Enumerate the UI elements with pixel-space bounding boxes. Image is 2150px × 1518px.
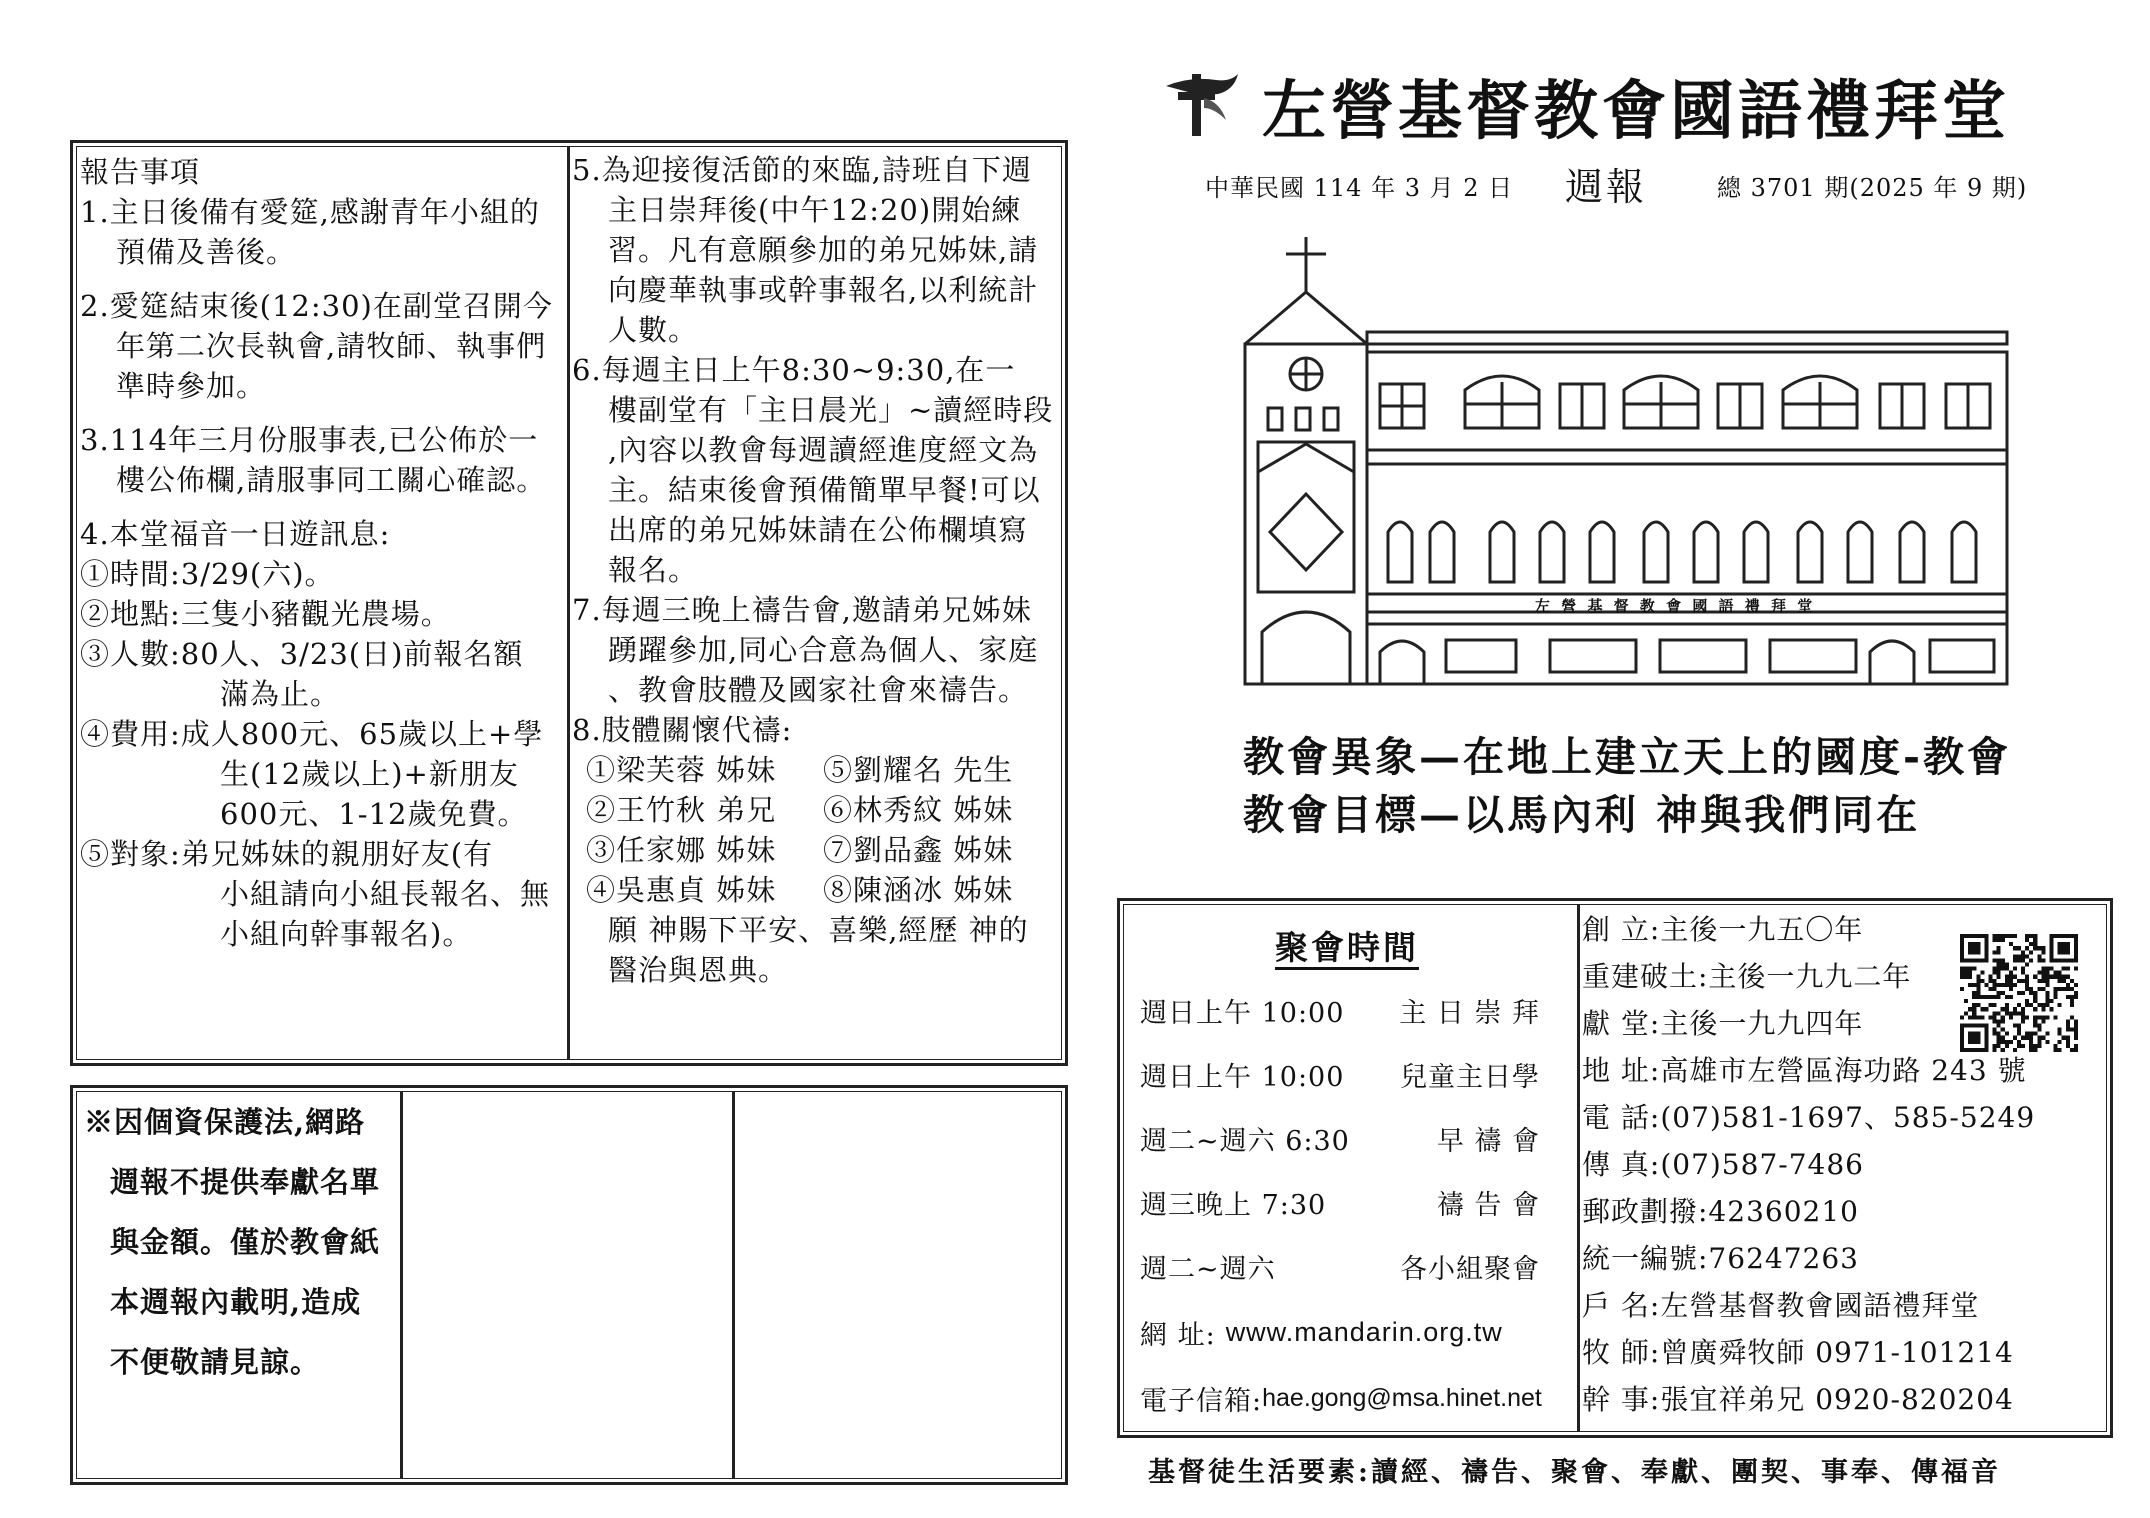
church-info-row: 重建破土:主後一九九二年 bbox=[1582, 960, 1912, 993]
prayer-name: ②王竹秋 弟兄 bbox=[586, 793, 777, 827]
announcement-line: 預備及善後。 bbox=[116, 235, 297, 269]
announcements-left-column bbox=[80, 192, 564, 954]
church-info-row: 牧 師:曾廣舜牧師 0971-101214 bbox=[1582, 1336, 2014, 1369]
church-info-row: 統一編號:76247263 bbox=[1582, 1242, 1859, 1275]
announcements-divider bbox=[567, 146, 570, 1060]
church-building-illustration bbox=[1240, 232, 2010, 692]
announcement-line: 8.肢體關懷代禱: bbox=[572, 713, 793, 747]
bulletin-label: 週報 bbox=[1565, 165, 1648, 209]
announcement-line bbox=[80, 500, 564, 514]
announcement-line: 出席的弟兄姊妹請在公佈欄填寫 bbox=[608, 513, 1029, 547]
meeting-name: 兒童主日學 bbox=[1400, 1061, 1540, 1093]
privacy-notice-line: 週報不提供奉獻名單 bbox=[110, 1165, 381, 1199]
email-link[interactable]: hae.gong@msa.hinet.net bbox=[1262, 1383, 1542, 1412]
announcement-line: 主日崇拜後(中午12:20)開始練 bbox=[608, 193, 1022, 227]
church-info-row: 傳 真:(07)587-7486 bbox=[1582, 1148, 1864, 1181]
announcement-line: 樓副堂有「主日晨光」~讀經時段 bbox=[608, 393, 1054, 427]
announcement-line: 6.每週主日上午8:30~9:30,在一 bbox=[572, 353, 1016, 387]
church-info-row: 戶 名:左營基督教會國語禮拜堂 bbox=[1582, 1289, 1980, 1322]
privacy-notice-line: 本週報內載明,造成 bbox=[110, 1285, 362, 1319]
meeting-time: 週二~週六 6:30 bbox=[1140, 1125, 1350, 1157]
meeting-row bbox=[1140, 1234, 1540, 1298]
announcement-line: 滿為止。 bbox=[220, 677, 341, 711]
announcement-line: 7.每週三晚上禱告會,邀請弟兄姊妹 bbox=[572, 593, 1032, 627]
announcement-line: 習。凡有意願參加的弟兄姊妹,請 bbox=[608, 233, 1039, 267]
church-name: 左營基督教會國語禮拜堂 bbox=[1262, 74, 2010, 149]
announcement-line: 、教會肢體及國家社會來禱告。 bbox=[608, 673, 1029, 707]
church-info-row: 獻 堂:主後一九九四年 bbox=[1582, 1007, 1864, 1040]
prayer-name: ①梁芙蓉 姊妹 bbox=[586, 753, 777, 787]
privacy-notice-line: ※因個資保護法,網路 bbox=[84, 1105, 366, 1139]
website-row bbox=[1140, 1300, 1570, 1364]
website-link[interactable]: www.mandarin.org.tw bbox=[1225, 1316, 1503, 1347]
church-info-row: 幹 事:張宜祥弟兄 0920-820204 bbox=[1582, 1383, 2014, 1416]
announcement-line: 準時參加。 bbox=[116, 369, 267, 403]
meeting-name: 禱 告 會 bbox=[1436, 1189, 1540, 1221]
prayer-closing-line: 醫治與恩典。 bbox=[608, 953, 789, 987]
announcement-line: ⑤對象:弟兄姊妹的親朋好友(有 bbox=[80, 837, 494, 871]
prayer-list-row bbox=[572, 830, 1060, 870]
announcements-heading: 報告事項 bbox=[80, 155, 201, 189]
meeting-row bbox=[1140, 978, 1540, 1042]
email-row bbox=[1140, 1366, 1570, 1430]
privacy-notice bbox=[84, 1092, 396, 1392]
prayer-name: ③任家娜 姊妹 bbox=[586, 833, 777, 867]
prayer-list-row bbox=[572, 870, 1060, 910]
meeting-time: 週二~週六 bbox=[1140, 1253, 1276, 1285]
announcement-line: ,內容以教會每週讀經進度經文為 bbox=[608, 433, 1039, 467]
meeting-heading: 聚會時間 bbox=[1275, 928, 1419, 967]
announcement-line: 小組向幹事報名)。 bbox=[220, 917, 473, 951]
announcement-line: 年第二次長執會,請牧師、執事們 bbox=[116, 329, 547, 363]
issue-line: 總 3701 期(2025 年 9 期) bbox=[1717, 174, 2028, 202]
website-label: 網 址: bbox=[1140, 1319, 1216, 1351]
qr-code-icon bbox=[1960, 934, 2078, 1052]
announcements-right-column bbox=[572, 150, 1060, 990]
building-sign: 左 營 基 督 教 會 國 語 禮 拜 堂 bbox=[1535, 597, 1816, 615]
announcement-line: ④費用:成人800元、65歲以上+學 bbox=[80, 717, 544, 751]
announcement-line bbox=[80, 272, 564, 286]
announcement-line: 向慶華執事或幹事報名,以利統計 bbox=[608, 273, 1039, 307]
meeting-info-divider bbox=[1577, 904, 1580, 1432]
announcement-line: 5.為迎接復活節的來臨,詩班自下週 bbox=[572, 153, 1032, 187]
announcement-line: 3.114年三月份服事表,已公佈於一 bbox=[80, 423, 539, 457]
prayer-name: ⑥林秀紋 姊妹 bbox=[823, 793, 1014, 827]
prayer-closing-line: 願 神賜下平安、喜樂,經歷 神的 bbox=[608, 913, 1029, 947]
prayer-name: ⑤劉耀名 先生 bbox=[823, 753, 1014, 787]
meeting-time: 週日上午 10:00 bbox=[1140, 1061, 1345, 1093]
prayer-name: ⑦劉品鑫 姊妹 bbox=[823, 833, 1014, 867]
announcement-line: 生(12歲以上)+新朋友 bbox=[220, 757, 519, 791]
announcement-line: 600元、1-12歲免費。 bbox=[220, 797, 528, 831]
offering-divider-1 bbox=[400, 1091, 403, 1479]
announcement-line: 小組請向小組長報名、無 bbox=[220, 877, 551, 911]
offering-divider-2 bbox=[732, 1091, 735, 1479]
announcement-line: 4.本堂福音一日遊訊息: bbox=[80, 517, 391, 551]
privacy-notice-line: 不便敬請見諒。 bbox=[110, 1345, 321, 1379]
footer-life-essentials: 基督徒生活要素:讀經、禱告、聚會、奉獻、團契、事奉、傳福音 bbox=[1148, 1457, 2001, 1488]
announcement-line: 1.主日後備有愛筵,感謝青年小組的 bbox=[80, 195, 540, 229]
prayer-list-row bbox=[572, 790, 1060, 830]
meeting-row bbox=[1140, 1106, 1540, 1170]
meeting-name: 各小組聚會 bbox=[1400, 1253, 1540, 1285]
meeting-row bbox=[1140, 1170, 1540, 1234]
church-info-row: 地 址:高雄市左營區海功路 243 號 bbox=[1582, 1054, 2027, 1087]
email-label: 電子信箱: bbox=[1140, 1385, 1263, 1417]
church-info-row: 電 話:(07)581-1697、585-5249 bbox=[1582, 1101, 2036, 1134]
cross-logo-icon bbox=[1160, 68, 1242, 138]
prayer-name: ④吳惠貞 姊妹 bbox=[586, 873, 777, 907]
prayer-list-row bbox=[572, 750, 1060, 790]
announcement-line: 人數。 bbox=[608, 313, 699, 347]
announcement-line: 2.愛筵結束後(12:30)在副堂召開今 bbox=[80, 289, 553, 323]
meeting-row bbox=[1140, 1042, 1540, 1106]
church-info-row: 郵政劃撥:42360210 bbox=[1582, 1195, 1859, 1228]
announcement-line: 樓公佈欄,請服事同工關心確認。 bbox=[116, 463, 547, 497]
announcement-line: 報名。 bbox=[608, 553, 699, 587]
announcement-line: 踴躍參加,同心合意為個人、家庭 bbox=[608, 633, 1039, 667]
church-vision: 教會異象—在地上建立天上的國度-教會 bbox=[1243, 733, 2012, 781]
church-info-row: 創 立:主後一九五〇年 bbox=[1582, 913, 1864, 946]
meeting-time: 週日上午 10:00 bbox=[1140, 997, 1345, 1029]
announcement-line: ①時間:3/29(六)。 bbox=[80, 557, 335, 591]
announcement-line: ③人數:80人、3/23(日)前報名額 bbox=[80, 637, 524, 671]
date-line: 中華民國 114 年 3 月 2 日 bbox=[1205, 174, 1514, 202]
announcement-line bbox=[80, 406, 564, 420]
announcement-line: ②地點:三隻小豬觀光農場。 bbox=[80, 597, 451, 631]
qr-code[interactable] bbox=[1960, 934, 2078, 1052]
church-goal: 教會目標—以馬內利 神與我們同在 bbox=[1243, 791, 1921, 839]
meeting-schedule bbox=[1140, 978, 1540, 1298]
announcement-line: 主。結束後會預備簡單早餐!可以 bbox=[608, 473, 1041, 507]
meeting-name: 早 禱 會 bbox=[1436, 1125, 1540, 1157]
prayer-name: ⑧陳涵冰 姊妹 bbox=[823, 873, 1014, 907]
meeting-name: 主 日 崇 拜 bbox=[1399, 997, 1540, 1029]
privacy-notice-line: 與金額。僅於教會紙 bbox=[110, 1225, 381, 1259]
meeting-time: 週三晚上 7:30 bbox=[1140, 1189, 1327, 1221]
church-logo bbox=[1160, 68, 1242, 138]
